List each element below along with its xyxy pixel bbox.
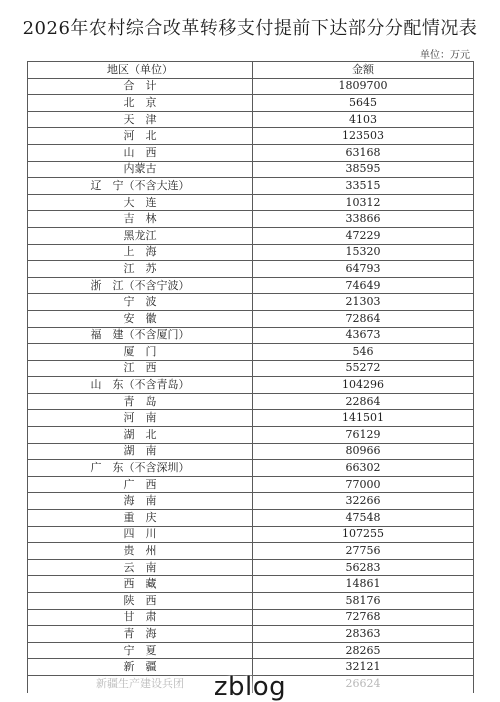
amount-cell: 33515 bbox=[253, 178, 474, 195]
region-cell: 新 疆 bbox=[28, 659, 253, 676]
table-row bbox=[28, 609, 474, 626]
region-cell: 天 津 bbox=[28, 111, 253, 128]
amount-cell: 28363 bbox=[253, 626, 474, 643]
amount-cell: 72768 bbox=[253, 609, 474, 626]
table-body bbox=[28, 78, 474, 692]
table-row bbox=[28, 493, 474, 510]
page-title: 2026年农村综合改革转移支付提前下达部分分配情况表 bbox=[22, 18, 478, 39]
table-row bbox=[28, 510, 474, 527]
table-row bbox=[28, 111, 474, 128]
table-row bbox=[28, 393, 474, 410]
table-row bbox=[28, 593, 474, 610]
region-cell: 宁 夏 bbox=[28, 642, 253, 659]
amount-cell: 10312 bbox=[253, 194, 474, 211]
amount-cell: 64793 bbox=[253, 261, 474, 278]
table-row bbox=[28, 344, 474, 361]
region-cell: 合 计 bbox=[28, 78, 253, 95]
table-row bbox=[28, 642, 474, 659]
region-cell: 吉 林 bbox=[28, 211, 253, 228]
region-cell: 海 南 bbox=[28, 493, 253, 510]
amount-cell: 77000 bbox=[253, 476, 474, 493]
table-row bbox=[28, 178, 474, 195]
table-row bbox=[28, 128, 474, 145]
region-cell: 大 连 bbox=[28, 194, 253, 211]
region-cell: 甘 肃 bbox=[28, 609, 253, 626]
table-row bbox=[28, 576, 474, 593]
amount-cell: 27756 bbox=[253, 543, 474, 560]
table-row bbox=[28, 327, 474, 344]
amount-cell: 72864 bbox=[253, 310, 474, 327]
amount-cell: 14861 bbox=[253, 576, 474, 593]
region-cell: 广 东（不含深圳） bbox=[28, 460, 253, 477]
region-cell: 广 西 bbox=[28, 476, 253, 493]
region-cell: 辽 宁（不含大连） bbox=[28, 178, 253, 195]
amount-cell: 55272 bbox=[253, 360, 474, 377]
table-row bbox=[28, 95, 474, 112]
amount-cell: 141501 bbox=[253, 410, 474, 427]
table-row bbox=[28, 144, 474, 161]
table-row bbox=[28, 626, 474, 643]
region-cell: 贵 州 bbox=[28, 543, 253, 560]
table-row bbox=[28, 559, 474, 576]
allocation-table bbox=[27, 61, 474, 693]
region-cell: 厦 门 bbox=[28, 344, 253, 361]
region-cell: 青 海 bbox=[28, 626, 253, 643]
table-row bbox=[28, 310, 474, 327]
table-row bbox=[28, 427, 474, 444]
amount-cell: 63168 bbox=[253, 144, 474, 161]
amount-column-header: 金额 bbox=[253, 62, 474, 79]
region-cell: 江 西 bbox=[28, 360, 253, 377]
region-cell: 陕 西 bbox=[28, 593, 253, 610]
table-row bbox=[28, 460, 474, 477]
table-row bbox=[28, 526, 474, 543]
amount-cell: 21303 bbox=[253, 294, 474, 311]
region-cell: 安 徽 bbox=[28, 310, 253, 327]
amount-cell: 58176 bbox=[253, 593, 474, 610]
region-cell: 内蒙古 bbox=[28, 161, 253, 178]
amount-cell: 66302 bbox=[253, 460, 474, 477]
table-row bbox=[28, 377, 474, 394]
table-header-row bbox=[28, 62, 474, 79]
region-cell: 山 西 bbox=[28, 144, 253, 161]
table-row bbox=[28, 443, 474, 460]
region-cell: 山 东（不含青岛） bbox=[28, 377, 253, 394]
region-cell: 重 庆 bbox=[28, 510, 253, 527]
amount-cell: 123503 bbox=[253, 128, 474, 145]
region-cell: 黑龙江 bbox=[28, 227, 253, 244]
table-row bbox=[28, 543, 474, 560]
region-cell: 上 海 bbox=[28, 244, 253, 261]
amount-cell: 43673 bbox=[253, 327, 474, 344]
table-row bbox=[28, 227, 474, 244]
region-cell: 云 南 bbox=[28, 559, 253, 576]
watermark: zblog bbox=[213, 672, 287, 702]
region-cell: 浙 江（不含宁波） bbox=[28, 277, 253, 294]
amount-cell: 76129 bbox=[253, 427, 474, 444]
region-cell: 新疆生产建设兵团 bbox=[28, 675, 253, 692]
region-cell: 河 南 bbox=[28, 410, 253, 427]
region-cell: 北 京 bbox=[28, 95, 253, 112]
amount-cell: 32266 bbox=[253, 493, 474, 510]
region-cell: 四 川 bbox=[28, 526, 253, 543]
table-row bbox=[28, 211, 474, 228]
amount-cell: 4103 bbox=[253, 111, 474, 128]
amount-cell: 22864 bbox=[253, 393, 474, 410]
table-row bbox=[28, 78, 474, 95]
region-cell: 宁 波 bbox=[28, 294, 253, 311]
amount-cell: 74649 bbox=[253, 277, 474, 294]
amount-cell: 26624 bbox=[253, 675, 474, 692]
amount-cell: 15320 bbox=[253, 244, 474, 261]
table-row bbox=[28, 410, 474, 427]
amount-cell: 546 bbox=[253, 344, 474, 361]
table-row bbox=[28, 360, 474, 377]
amount-cell: 1809700 bbox=[253, 78, 474, 95]
amount-cell: 38595 bbox=[253, 161, 474, 178]
region-cell: 湖 南 bbox=[28, 443, 253, 460]
region-cell: 湖 北 bbox=[28, 427, 253, 444]
table-row bbox=[28, 294, 474, 311]
region-column-header: 地区（单位） bbox=[28, 62, 253, 79]
table-row bbox=[28, 476, 474, 493]
amount-cell: 32121 bbox=[253, 659, 474, 676]
table-row bbox=[28, 277, 474, 294]
table-row bbox=[28, 261, 474, 278]
region-cell: 河 北 bbox=[28, 128, 253, 145]
amount-cell: 33866 bbox=[253, 211, 474, 228]
amount-cell: 107255 bbox=[253, 526, 474, 543]
table-row bbox=[28, 161, 474, 178]
amount-cell: 47229 bbox=[253, 227, 474, 244]
unit-label: 单位：万元 bbox=[420, 50, 470, 61]
region-cell: 江 苏 bbox=[28, 261, 253, 278]
region-cell: 福 建（不含厦门） bbox=[28, 327, 253, 344]
amount-cell: 104296 bbox=[253, 377, 474, 394]
table-row bbox=[28, 194, 474, 211]
amount-cell: 28265 bbox=[253, 642, 474, 659]
table-row bbox=[28, 244, 474, 261]
amount-cell: 80966 bbox=[253, 443, 474, 460]
amount-cell: 56283 bbox=[253, 559, 474, 576]
region-cell: 西 藏 bbox=[28, 576, 253, 593]
amount-cell: 5645 bbox=[253, 95, 474, 112]
region-cell: 青 岛 bbox=[28, 393, 253, 410]
amount-cell: 47548 bbox=[253, 510, 474, 527]
